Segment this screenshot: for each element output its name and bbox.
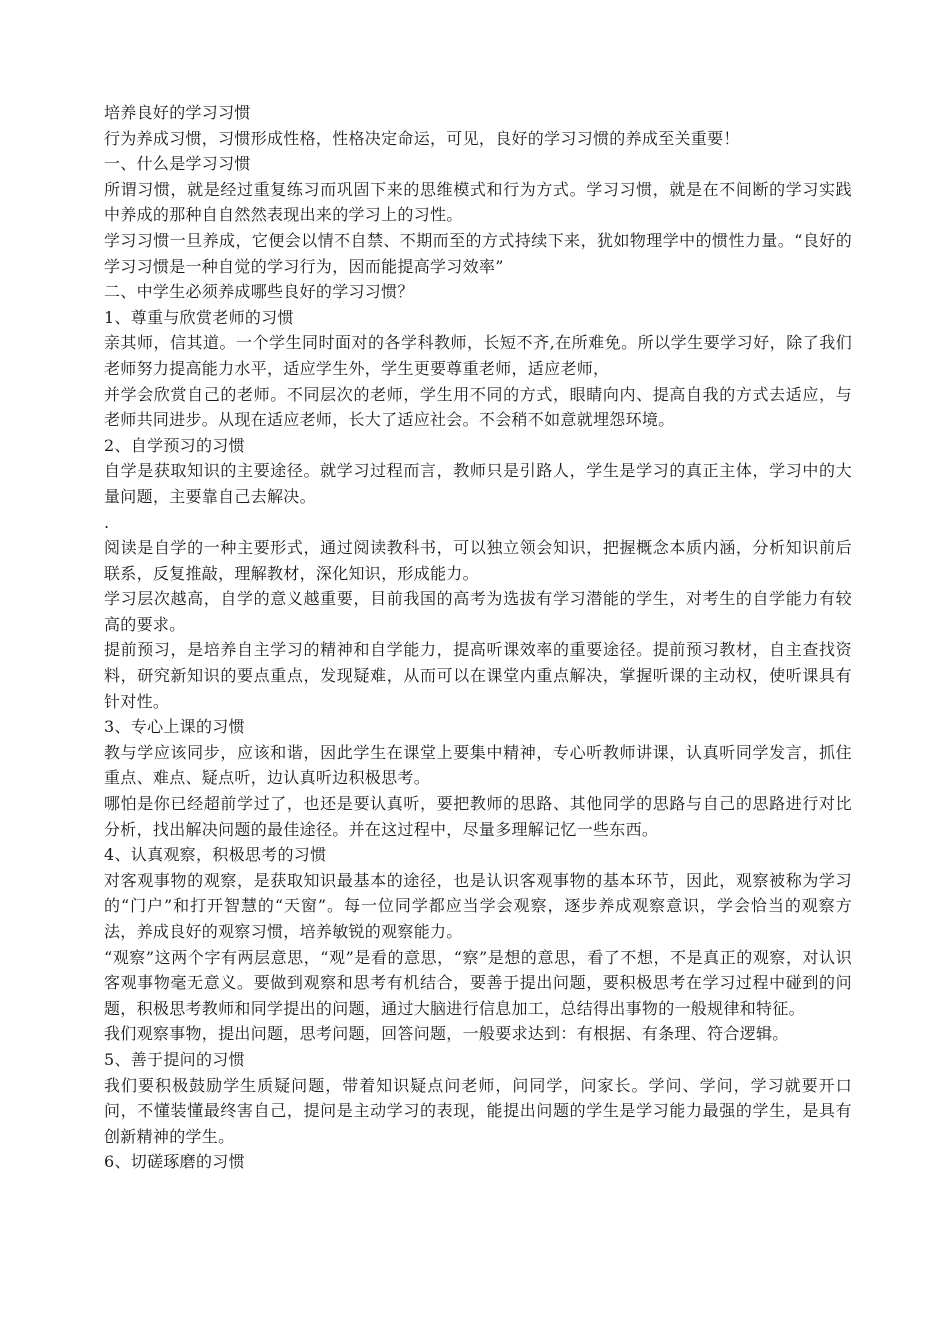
intro-paragraph: 行为养成习惯，习惯形成性格，性格决定命运，可见，良好的学习习惯的养成至关重要！ (104, 128, 740, 148)
document-body (104, 100, 852, 1175)
subsection-heading: 2、自学预习的习惯 (104, 435, 245, 455)
paragraph: 我们观察事物，提出问题，思考问题，回答问题，一般要求达到：有根据、有条理、符合逻辑。 (104, 1024, 789, 1044)
stray-dot: . (104, 512, 110, 532)
paragraph: 学习层次越高，自学的意义越重要，目前我国的高考为选拔有学习潜能的学生，对考生的自学能力有较高的要求。 (104, 589, 852, 634)
document-title: 培养良好的学习习惯 (104, 103, 251, 122)
paragraph: 对客观事物的观察，是获取知识最基本的途径，也是认识客观事物的基本环节，因此，观察被称为学习的“门户”和打开智慧的“天窗”。每一位同学都应当学会观察，逐步养成观察意识，学会恰当的观察方法，养成良好的观察习惯，培养敏锐的观察能力。 (104, 870, 852, 941)
paragraph: 并学会欣赏自己的老师。不同层次的老师，学生用不同的方式，眼睛向内、提高自我的方式去适应，与老师共同进步。从现在适应老师，长大了适应社会。不会稍不如意就埋怨环境。 (104, 384, 852, 430)
paragraph: 教与学应该同步，应该和谐，因此学生在课堂上要集中精神，专心听教师讲课，认真听同学发言，抓住重点、难点、疑点听，边认真听边积极思考。 (104, 742, 852, 788)
section-heading: 二、中学生必须养成哪些良好的学习习惯？ (104, 282, 414, 302)
paragraph: 提前预习，是培养自主学习的精神和自学能力，提高听课效率的重要途径。提前预习教材，自主查找资料，研究新知识的要点重点，发现疑难，从而可以在课堂内重点解决，掌握听课的主动权，使听课具有针对性。 (104, 640, 852, 711)
subsection-heading: 1、尊重与欣赏老师的习惯 (104, 307, 294, 327)
paragraph: 学习习惯一旦养成，它便会以情不自禁、不期而至的方式持续下来，犹如物理学中的惯性力量。“良好的学习习惯是一种自觉的学习行为，因而能提高学习效率” (104, 230, 852, 276)
paragraph: 亲其师，信其道。一个学生同时面对的各学科教师，长短不齐,在所难免。所以学生要学习好，除了我们老师努力提高能力水平，适应学生外，学生更要尊重老师，适应老师， (104, 333, 852, 378)
subsection-heading: 3、专心上课的习惯 (104, 717, 245, 737)
subsection-heading: 4、认真观察，积极思考的习惯 (104, 845, 327, 865)
paragraph: 哪怕是你已经超前学过了，也还是要认真听，要把教师的思路、其他同学的思路与自己的思路进行对比分析，找出解决问题的最佳途径。并在这过程中，尽量多理解记忆一些东西。 (104, 794, 852, 839)
paragraph: 所谓习惯，就是经过重复练习而巩固下来的思维模式和行为方式。学习习惯，就是在不间断的学习实践中养成的那种自自然然表现出来的学习上的习性。 (104, 179, 852, 225)
subsection-heading: 6、切磋琢磨的习惯 (104, 1152, 245, 1172)
paragraph: 阅读是自学的一种主要形式，通过阅读教科书，可以独立领会知识，把握概念本质内涵，分析知识前后联系，反复推敲，理解教材，深化知识，形成能力。 (104, 538, 852, 583)
paragraph: “观察”这两个字有两层意思，“观”是看的意思，“察”是想的意思，看了不想，不是真正的观察，对认识客观事物毫无意义。要做到观察和思考有机结合，要善于提出问题，要积极思考在学习过程中碰到的问题，积极思考教师和同学提出的问题，通过大脑进行信息加工，总结得出事物的一般规律和特征。 (104, 947, 852, 1018)
paragraph: 自学是获取知识的主要途径。就学习过程而言，教师只是引路人，学生是学习的真正主体，学习中的大量问题，主要靠自己去解决。 (104, 461, 852, 506)
section-heading: 一、什么是学习习惯 (104, 154, 251, 174)
subsection-heading: 5、善于提问的习惯 (104, 1049, 245, 1069)
paragraph: 我们要积极鼓励学生质疑问题，带着知识疑点问老师，问同学，问家长。学问、学问，学习就要开口问，不懂装懂最终害自己，提问是主动学习的表现，能提出问题的学生是学习能力最强的学生，是具有创新精神的学生。 (104, 1075, 852, 1146)
